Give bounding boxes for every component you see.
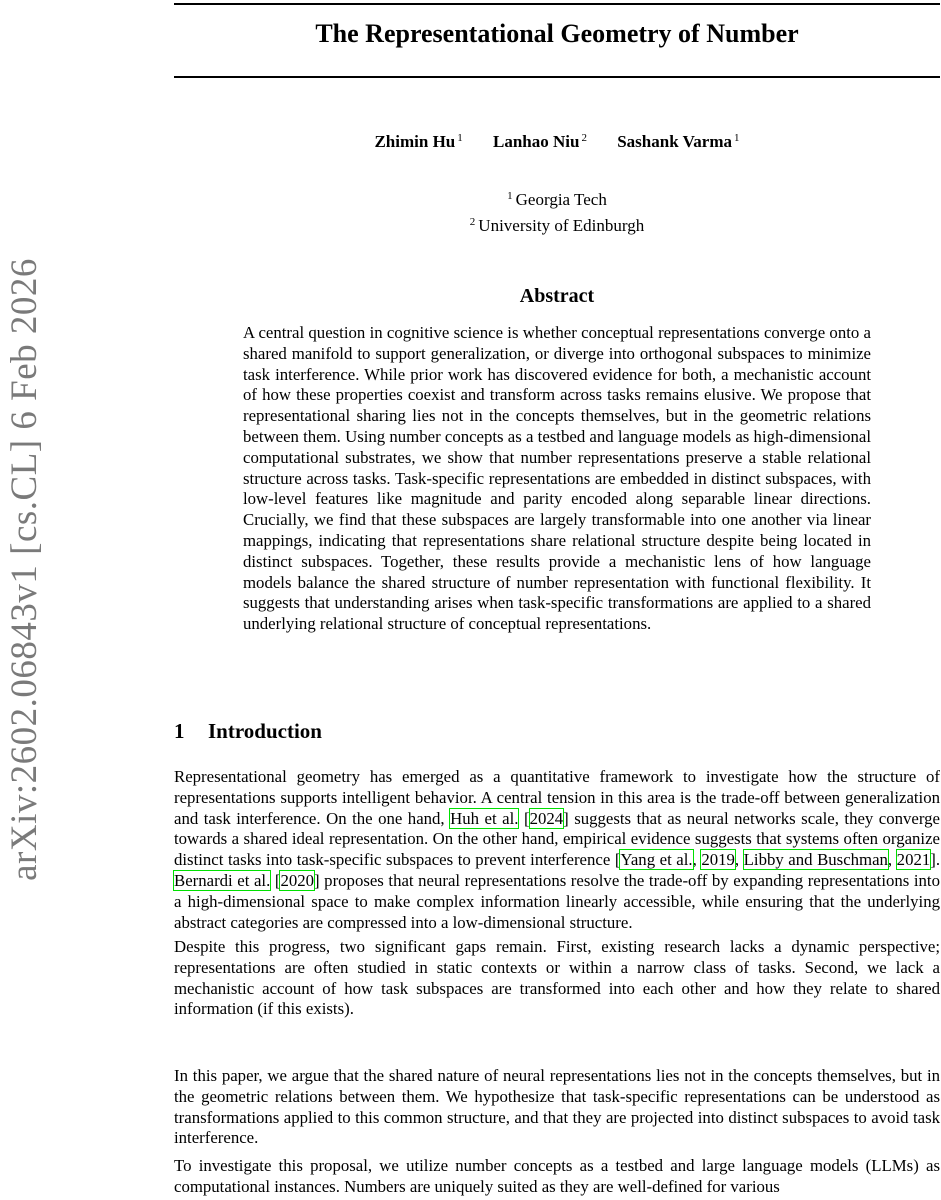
author-name: Zhimin Hu <box>374 132 456 151</box>
paragraph-text: [ <box>270 870 281 890</box>
affiliation-number: 1 <box>507 190 513 202</box>
citation-link-bernardi[interactable]: Bernardi et al. <box>174 870 271 890</box>
arxiv-stamp <box>2 239 46 899</box>
citation-link-bernardi-year[interactable]: 2020 <box>280 870 315 890</box>
paragraph-text: [ <box>518 808 530 828</box>
section-heading-introduction <box>174 719 322 744</box>
author-affil-mark: 1 <box>734 132 740 144</box>
author <box>374 132 462 151</box>
abstract-heading: Abstract <box>519 285 595 307</box>
section-number: 1 <box>174 719 185 743</box>
citation-link-huh-year[interactable]: 2024 <box>529 808 564 828</box>
section-title: Introduction <box>208 719 322 743</box>
citation-link-yang-year[interactable]: 2019 <box>701 850 735 870</box>
affiliation-list <box>174 185 940 237</box>
author-name: Sashank Varma <box>617 132 733 151</box>
affiliation-name: University of Edinburgh <box>478 216 645 235</box>
citation-link-huh[interactable]: Huh et al. <box>450 808 519 828</box>
citation-link-libby-year[interactable]: 2021 <box>896 850 931 870</box>
author-list <box>174 132 940 152</box>
citation-link-libby[interactable]: Libby and Buschman <box>743 850 888 870</box>
citation-link-yang[interactable]: Yang et al. <box>620 850 693 870</box>
affiliation-name: Georgia Tech <box>515 190 607 209</box>
paragraph-text: ]. <box>930 850 941 870</box>
author-affil-mark: 1 <box>457 132 463 144</box>
arxiv-stamp-text: arXiv:2602.06843v1 [cs.CL] 6 Feb 2026 <box>3 257 45 881</box>
title-rule-top <box>174 3 940 5</box>
paragraph-text: ] proposes that neural representations resolve the trade-off by expanding representations into a high-dimensional space to make complex information linearly accessible, while ensuring that the underlying abstract categories are compressed into a low-dimensional structure. <box>174 870 940 932</box>
paragraph-text: Representational geometry has emerged as a quantitative framework to investigate how the structure of representations supports intelligent behavior. A central tension in this area is the trade-off between generalization and task interference. On the one hand, <box>174 767 940 828</box>
paragraph-text: , <box>734 850 744 870</box>
intro-paragraph-1 <box>174 767 940 933</box>
affiliation <box>174 211 940 237</box>
paper-title: The Representational Geometry of Number <box>315 19 799 48</box>
abstract-body: A central question in cognitive science is whether conceptual representations converge onto a shared manifold to support generalization, or diverge into orthogonal subspaces to minimize task interference. While prior work has discovered evidence for both, a mechanistic account of how these properties coexist and transform across tasks remains elusive. We propose that representational sharing lies not in the concepts themselves, but in the geometric relations between them. Using number concepts as a testbed and language models as high-dimensional computational substrates, we show that number representations preserve a stable relational structure across tasks. Task-specific representations are embedded in distinct subspaces, with low-level features like magnitude and parity encoded along separable linear directions. Crucially, we find that these subspaces are largely transformable into one another via linear mappings, indicating that representations share relational structure despite being located in distinct subspaces. Together, these results provide a mechanistic lens of how language models balance the shared structure of number representation with functional flexibility. It suggests that understanding arises when task-specific transformations are applied to a shared underlying relational structure of conceptual representations. <box>243 323 871 634</box>
intro-paragraph-4: To investigate this proposal, we utilize number concepts as a testbed and large language models (LLMs) as computational instances. Numbers are uniquely suited as they are well-defined for various <box>174 1156 940 1196</box>
intro-paragraph-2: Despite this progress, two significant gaps remain. First, existing research lacks a dynamic perspective; representations are often studied in static contexts or within a narrow class of tasks. Second, we lack a mechanistic account of how task subspaces are transformed into each other and how they relate to shared information (if this exists). <box>174 937 940 1019</box>
intro-paragraph-3: In this paper, we argue that the shared nature of neural representations lies not in the concepts themselves, but in the geometric relations between them. We hypothesize that task-specific representations can be understood as transformations applied to this common structure, and that they are projected into distinct subspaces to avoid task interference. <box>174 1066 940 1148</box>
author <box>617 132 739 151</box>
title-rule-bottom <box>174 76 940 78</box>
paragraph-text: , <box>887 850 897 870</box>
author-name: Lanhao Niu <box>493 132 580 151</box>
author-affil-mark: 2 <box>581 132 587 144</box>
paragraph-text: , <box>692 850 702 870</box>
paragraph-text: ] suggests that as neural networks scale, they converge towards a shared ideal representation. On the other hand, empirical evidence suggests that systems often organize distinct tasks into task-specific subspaces to prevent interference [ <box>174 808 940 870</box>
author <box>493 132 587 151</box>
affiliation-number: 2 <box>469 216 476 228</box>
affiliation <box>174 185 940 211</box>
